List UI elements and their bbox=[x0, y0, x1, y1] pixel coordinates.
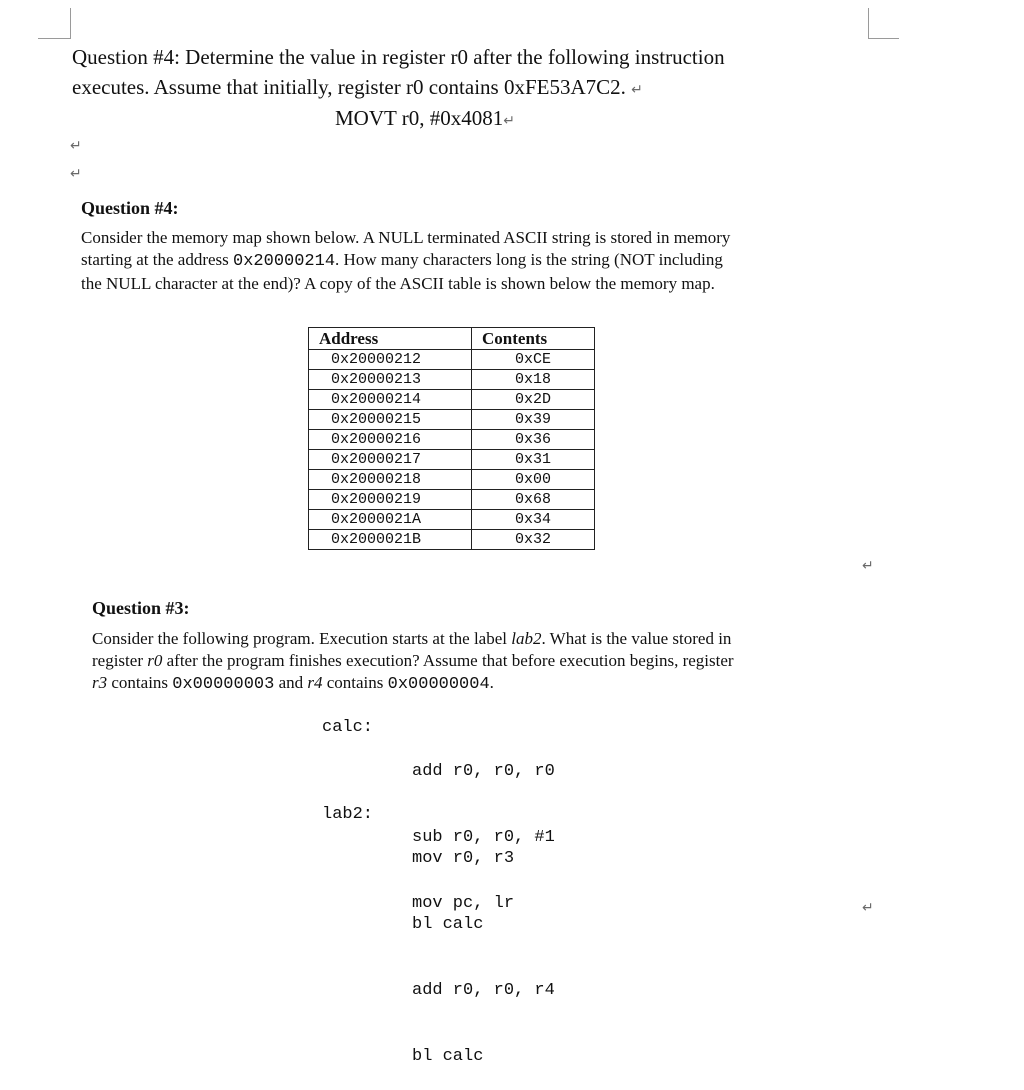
table-row: 0x2000021A 0x34 bbox=[309, 510, 595, 530]
table-row: 0x20000214 0x2D bbox=[309, 390, 595, 410]
start-address: 0x20000214 bbox=[233, 252, 336, 271]
code-line: mov r0, r3 bbox=[412, 849, 515, 868]
table-row: 0x20000218 0x00 bbox=[309, 470, 595, 490]
margin-corner-top-right bbox=[868, 8, 899, 39]
question-c-text: Consider the following program. Execution starts at the label lab2. What is the value stored in register r0 after the program finishes execution? Assume that before execution begins, register r3 contains 0x00000003 and r4 contains 0x00000004. bbox=[92, 629, 734, 694]
lab2-code-block bbox=[412, 804, 555, 1090]
table-row: 0x20000216 0x36 bbox=[309, 430, 595, 450]
question-b-text: Consider the memory map shown below. A NULL terminated ASCII string is stored in memory starting at the address 0x20000214. How many characters long is the string (NOT including the NULL character at the end)? A copy of the ASCII table is shown below the memory map. bbox=[81, 228, 731, 293]
code-line: bl calc bbox=[412, 915, 484, 934]
table-row: 0x20000219 0x68 bbox=[309, 490, 595, 510]
paragraph-mark-icon: ↵ bbox=[862, 900, 874, 916]
margin-corner-top-left bbox=[38, 8, 71, 39]
question-a-instruction: MOVT r0, #0x4081↵ bbox=[335, 106, 515, 130]
table-row: 0x20000213 0x18 bbox=[309, 370, 595, 390]
paragraph-mark-icon: ↵ bbox=[503, 113, 515, 129]
memory-map-table bbox=[308, 327, 595, 550]
table-row: 0x20000212 0xCE bbox=[309, 350, 595, 370]
code-line: sub r0, r0, #1 bbox=[412, 828, 555, 847]
paragraph-mark-icon: ↵ bbox=[70, 138, 82, 154]
paragraph-mark-icon: ↵ bbox=[631, 82, 643, 98]
paragraph-mark-icon: ↵ bbox=[862, 558, 874, 574]
paragraph-mark-icon: ↵ bbox=[70, 166, 82, 182]
lab2-label: lab2: bbox=[322, 805, 374, 824]
question-b-title: Question #4: bbox=[81, 198, 179, 218]
contents-header: Contents bbox=[472, 328, 595, 350]
code-line: add r0, r0, r4 bbox=[412, 981, 555, 1000]
address-header: Address bbox=[309, 328, 472, 350]
table-row: 0x2000021B 0x32 bbox=[309, 530, 595, 550]
question-a-line1: Question #4: Determine the value in register r0 after the following instruction bbox=[72, 45, 725, 69]
question-c-title: Question #3: bbox=[92, 598, 190, 618]
table-row: 0x20000217 0x31 bbox=[309, 450, 595, 470]
question-a-line2: executes. Assume that initially, register r0 contains 0xFE53A7C2. ↵ bbox=[72, 75, 643, 99]
calc-label: calc: bbox=[322, 718, 374, 737]
table-row: 0x20000215 0x39 bbox=[309, 410, 595, 430]
table-header-row bbox=[309, 328, 595, 350]
code-line: bl calc bbox=[412, 1047, 484, 1066]
code-line: mov pc, lr bbox=[412, 894, 515, 913]
code-line: add r0, r0, r0 bbox=[412, 762, 555, 781]
